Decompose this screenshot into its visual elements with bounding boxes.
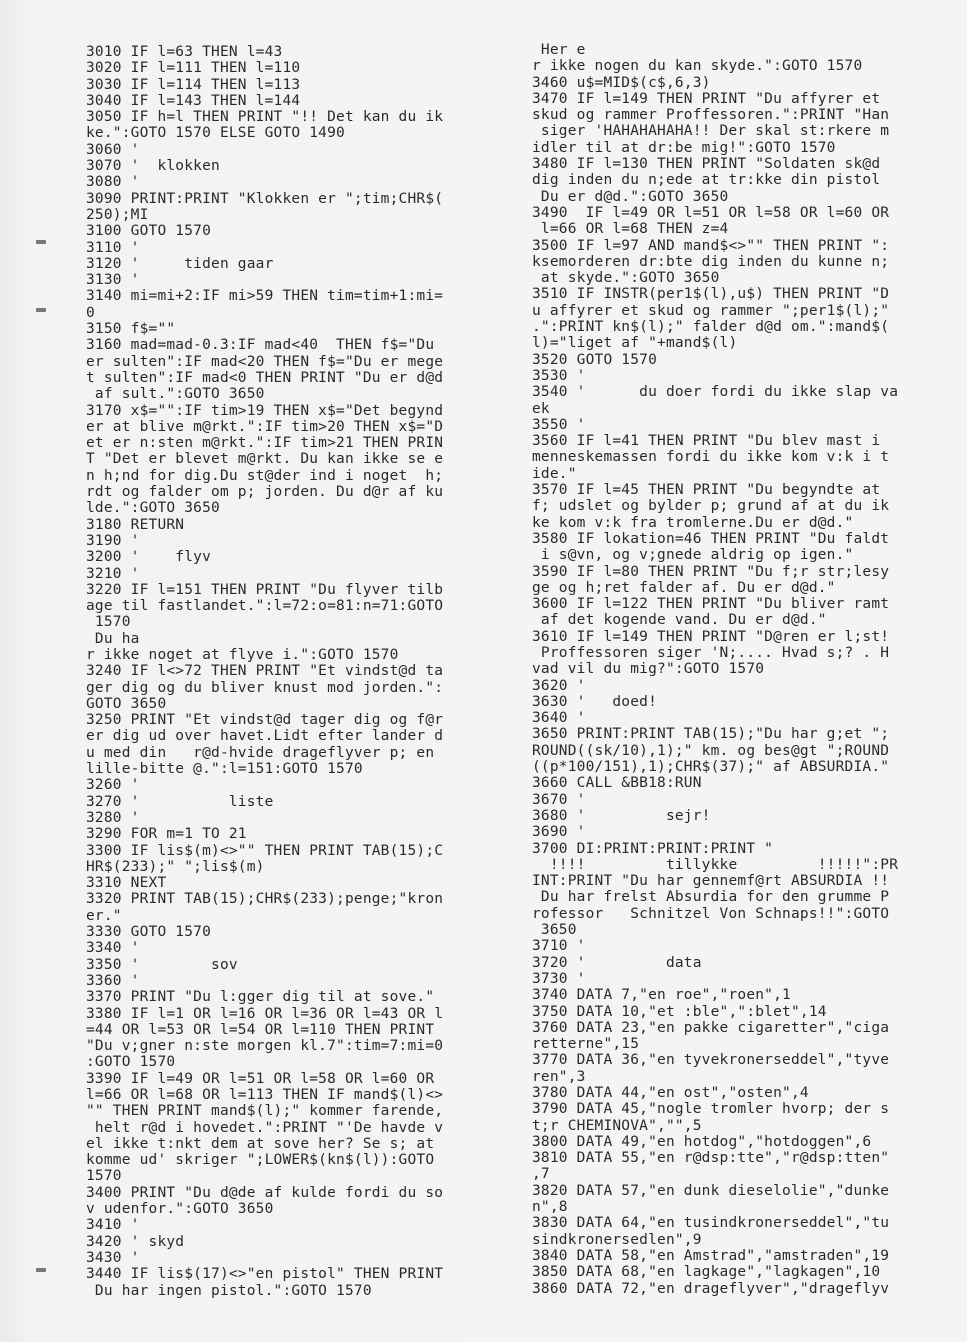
code-line: 3570 IF l=45 THEN PRINT "Du begyndte at [532,482,881,499]
code-line: r ikke nogen du kan skyde.":GOTO 1570 [532,58,863,75]
code-line: 3370 PRINT "Du l:gger dig til at sove." [86,989,435,1006]
code-line: Du har frelst Absurdia for den grumme P [532,889,890,906]
code-line: 1570 [86,1168,122,1185]
code-line: 3840 DATA 58,"en Amstrad","amstraden",19 [532,1247,890,1264]
code-line: lde.":GOTO 3650 [86,500,220,517]
code-line: 250);MI [86,206,149,223]
code-line: siger 'HAHAHAHAHA!! Der skal st:rkere m [532,123,890,140]
code-line: 3650 [532,922,577,939]
code-line: 3270 ' liste [86,793,274,810]
code-line: 3860 DATA 72,"en drageflyver","drageflyv [532,1280,890,1297]
code-line: l)="liget af "+mand$(l) [532,335,738,352]
code-line: 3220 IF l=151 THEN PRINT "Du flyver tilb [86,581,444,598]
code-line: komme ud' skriger ";LOWER$(kn$(l)):GOTO [86,1152,435,1169]
code-line: et er n:sten m@rkt.":IF tim>21 THEN PRIN [86,435,444,452]
code-line: Du ha [86,630,140,647]
code-line: rdt og falder om p; jorden. Du d@r af ku [86,484,444,501]
code-line: 3430 ' [86,1249,140,1266]
code-line: 3810 DATA 55,"en r@dsp:tte","r@dsp:tten" [532,1150,890,1167]
code-line: =44 OR l=53 OR l=54 OR l=110 THEN PRINT [86,1021,435,1038]
code-line: 3440 IF lis$(17)<>"en pistol" THEN PRINT [86,1266,444,1283]
code-line: "" THEN PRINT mand$(l);" kommer farende, [86,1103,444,1120]
code-line: 3090 PRINT:PRINT "Klokken er ";tim;CHR$( [86,190,444,207]
code-line: 3210 ' [86,565,140,582]
code-line: 3560 IF l=41 THEN PRINT "Du blev mast i [532,433,881,450]
code-line: sindkronersedlen",9 [532,1231,702,1248]
code-line: Her e [532,42,586,58]
code-line: 3020 IF l=111 THEN l=110 [86,60,301,77]
code-line: u affyrer et skud og rammer ";per1$(l);" [532,302,890,319]
code-line: 3110 ' [86,239,140,256]
code-line: 3580 IF lokation=46 THEN PRINT "Du faldt [532,530,890,547]
code-line: 0 [86,304,95,321]
code-listing-right-column [532,42,942,1297]
code-line: "Du v;gner n:ste morgen kl.7":tim=7:mi=0 [86,1038,444,1055]
binding-hole-mark [36,1268,46,1272]
code-line: idler til at dr:be mig!":GOTO 1570 [532,139,836,156]
code-line: 3790 DATA 45,"nogle tromler hvorp; der s [532,1101,890,1118]
code-line: 3600 IF l=122 THEN PRINT "Du bliver ramt [532,596,890,613]
code-line: 3150 f$="" [86,321,176,338]
code-line: 3050 IF h=l THEN PRINT "!! Det kan du ik [86,109,444,126]
code-line: 3010 IF l=63 THEN l=43 [86,44,283,60]
code-line: vad vil du mig?":GOTO 1570 [532,661,765,678]
binding-hole-mark [36,308,46,312]
code-line: t;r CHEMINOVA","",5 [532,1117,702,1134]
code-line: 3510 IF INSTR(per1$(l),u$) THEN PRINT "D [532,286,890,303]
code-line: dig inden du n;ede at tr:kke din pistol [532,172,881,189]
code-line: HR$(233);" ";lis$(m) [86,858,265,875]
code-line: menneskemassen fordi du ikke kom v:k i t [532,449,890,466]
code-line: 3290 FOR m=1 TO 21 [86,826,247,843]
code-line: T "Det er blevet m@rkt. Du kan ikke se e [86,451,444,468]
code-line: age til fastlandet.":l=72:o=81:n=71:GOTO [86,598,444,615]
code-line: Du har ingen pistol.":GOTO 1570 [86,1282,372,1299]
code-line: 3140 mi=mi+2:IF mi>59 THEN tim=tim+1:mi= [86,288,444,305]
code-line: 3750 DATA 10,"et :ble",":blet",14 [532,1003,827,1020]
code-line: 3520 GOTO 1570 [532,351,658,368]
code-line: n",8 [532,1199,568,1216]
code-line: 3040 IF l=143 THEN l=144 [86,92,301,109]
code-line: af sult.":GOTO 3650 [86,386,265,403]
code-line: 3780 DATA 44,"en ost","osten",4 [532,1085,809,1101]
code-line: 3660 CALL &BB18:RUN [532,775,702,792]
code-line: 3330 GOTO 1570 [86,924,212,941]
code-line: er sulten":IF mad<20 THEN f$="Du er mege [86,353,444,370]
code-line: 3420 ' skyd [86,1233,185,1250]
code-line: 3740 DATA 7,"en roe","roen",1 [532,987,791,1004]
code-line: 3280 ' [86,809,140,826]
code-line: :GOTO 1570 [86,1054,176,1071]
code-line: 3690 ' [532,824,586,841]
code-line: skud og rammer Proffessoren.":PRINT "Han [532,107,890,124]
code-line: 3390 IF l=49 OR l=51 OR l=58 OR l=60 OR [86,1070,435,1087]
code-line: 3610 IF l=149 THEN PRINT "D@ren er l;st! [532,628,890,645]
code-line: helt r@d i hovedet.":PRINT "'De havde v [86,1119,444,1136]
code-line: 3060 ' [86,141,140,158]
code-line: 3460 u$=MID$(c$,6,3) [532,74,711,91]
code-line: er dig ud over havet.Lidt efter lander d [86,728,444,745]
code-line: 3830 DATA 64,"en tusindkronerseddel","tu [532,1215,890,1232]
code-line: 3630 ' doed! [532,693,658,710]
code-line: ke kom v:k fra tromlerne.Du er d@d." [532,514,854,531]
code-line: 3730 ' [532,970,586,987]
code-line: rofessor Schnitzel Von Schnaps!!":GOTO [532,905,890,922]
code-line: 3360 ' [86,972,140,989]
code-line: v udenfor.":GOTO 3650 [86,1201,274,1218]
code-line: 3640 ' [532,710,586,727]
code-line: er." [86,907,122,924]
code-line: Du er d@d.":GOTO 3650 [532,188,729,205]
code-line: 3380 IF l=1 OR l=16 OR l=36 OR l=43 OR l [86,1005,444,1022]
code-line: GOTO 3650 [86,695,167,712]
code-line: 3590 IF l=80 THEN PRINT "Du f;r str;lesy [532,563,890,580]
code-line: 3180 RETURN [86,516,185,533]
code-line: 3240 IF l<>72 THEN PRINT "Et vindst@d ta [86,663,444,680]
code-line: n h;nd for dig.Du st@der ind i noget h; [86,467,444,484]
code-line: 3540 ' du doer fordi du ikke slap va [532,384,899,401]
code-line: ek [532,400,550,417]
code-line: 3480 IF l=130 THEN PRINT "Soldaten sk@d [532,156,881,173]
code-line: 3550 ' [532,416,586,433]
code-line: lille-bitte @.":l=151:GOTO 1570 [86,761,363,778]
code-line: 3130 ' [86,272,140,289]
code-line: ROUND((sk/10),1);" km. og bes@gt ";ROUND [532,742,890,759]
code-line: 3650 PRINT:PRINT TAB(15);"Du har g;et "; [532,726,890,743]
code-line: 1570 [86,614,131,631]
code-line: .":PRINT kn$(l);" falder d@d om.":mand$( [532,319,890,336]
code-line: l=66 OR l=68 OR l=113 THEN IF mand$(l)<> [86,1087,444,1103]
code-listing-left-column [86,44,486,1299]
code-line: ren",3 [532,1068,586,1085]
code-line: 3470 IF l=149 THEN PRINT "Du affyrer et [532,90,881,107]
code-line: 3850 DATA 68,"en lagkage","lagkagen",10 [532,1264,881,1281]
code-line: Proffessoren siger 'N;.... Hvad s;? . H [532,644,890,661]
code-line: 3250 PRINT "Et vindst@d tager dig og f@r [86,712,444,729]
code-line: ke.":GOTO 1570 ELSE GOTO 1490 [86,125,345,142]
code-line: 3300 IF lis$(m)<>"" THEN PRINT TAB(15);C [86,842,444,859]
code-line: 3100 GOTO 1570 [86,223,212,240]
code-line: af det kogende vand. Du er d@d." [532,612,827,629]
code-line: 3350 ' sov [86,956,238,973]
code-line: r ikke noget at flyve i.":GOTO 1570 [86,646,399,663]
code-line: 3770 DATA 36,"en tyvekronerseddel","tyve [532,1052,890,1069]
code-line: 3800 DATA 49,"en hotdog","hotdoggen",6 [532,1133,872,1150]
code-line: f; udslet og bylder p; grund af at du ik [532,498,890,515]
code-line: ide." [532,465,577,482]
code-line: 3080 ' [86,174,140,191]
code-line: 3670 ' [532,791,586,808]
code-line: !!!! tillykke !!!!!":PR [532,856,899,873]
code-line: 3410 ' [86,1217,140,1234]
binding-hole-mark [36,240,46,244]
code-line: 3720 ' data [532,954,702,971]
code-line: i s@vn, og v;gnede aldrig op igen." [532,547,854,564]
code-line: 3030 IF l=114 THEN l=113 [86,76,301,93]
code-line: ger dig og du bliver knust mod jorden.": [86,679,444,696]
code-line: 3340 ' [86,940,140,957]
code-line: u med din r@d-hvide drageflyver p; en [86,744,435,761]
code-line: ,7 [532,1166,550,1183]
code-line: 3490 IF l=49 OR l=51 OR l=58 OR l=60 OR [532,204,890,221]
code-line: 3160 mad=mad-0.3:IF mad<40 THEN f$="Du [86,337,435,354]
code-line: 3700 DI:PRINT:PRINT:PRINT " [532,840,774,857]
code-line: 3760 DATA 23,"en pakke cigaretter","ciga [532,1019,890,1036]
code-line: INT:PRINT "Du har gennemf@rt ABSURDIA !! [532,873,890,890]
code-line: 3820 DATA 57,"en dunk dieselolie","dunke [532,1182,890,1199]
code-line: 3400 PRINT "Du d@de af kulde fordi du so [86,1184,444,1201]
code-line: 3200 ' flyv [86,549,212,566]
code-line: 3500 IF l=97 AND mand$<>"" THEN PRINT ": [532,237,890,254]
code-line: 3680 ' sejr! [532,807,711,824]
code-line: 3530 ' [532,367,586,384]
code-line: 3710 ' [532,938,586,955]
code-line: at skyde.":GOTO 3650 [532,270,720,287]
code-line: 3310 NEXT [86,875,167,892]
code-line: el ikke t:nkt dem at sove her? Se s; at [86,1135,435,1152]
code-line: ge og h;ret falder af. Du er d@d." [532,579,836,596]
code-line: 3120 ' tiden gaar [86,255,274,272]
code-line: retterne",15 [532,1036,640,1053]
code-line: 3320 PRINT TAB(15);CHR$(233);penge;"kron [86,891,444,908]
code-line: er at blive m@rkt.":IF tim>20 THEN x$="D [86,418,444,435]
code-line: ksemorderen dr:bte dig inden du kunne n; [532,253,890,270]
code-line: 3190 ' [86,532,140,549]
code-line: 3170 x$="":IF tim>19 THEN x$="Det begynd [86,402,444,419]
code-line: l=66 OR l=68 THEN z=4 [532,221,729,238]
code-line: ((p*100/151),1);CHR$(37);" af ABSURDIA." [532,759,890,776]
code-line: 3620 ' [532,677,586,694]
code-line: 3260 ' [86,777,140,794]
code-line: t sulten":IF mad<0 THEN PRINT "Du er d@d [86,369,444,386]
code-line: 3070 ' klokken [86,158,220,175]
